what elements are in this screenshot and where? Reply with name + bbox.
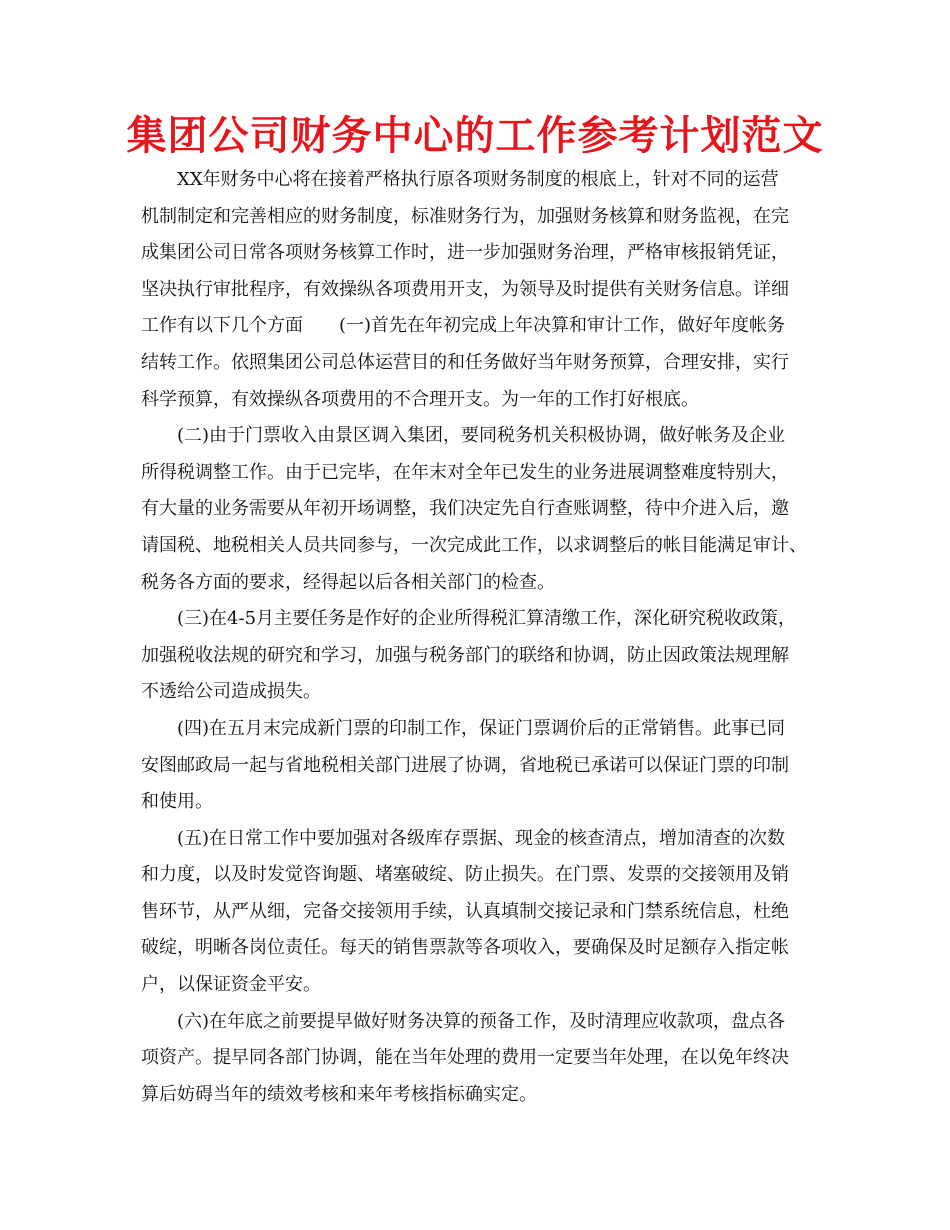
paragraph-2 — [141, 418, 821, 601]
text-line: (二)由于门票收入由景区调入集团，要同税务机关积极协调，做好帐务及企业 — [177, 425, 786, 447]
text-line: XX年财务中心将在接着严格执行原各项财务制度的根底上，针对不同的运营 — [177, 169, 779, 190]
text-line: 所得税调整工作。由于已完毕，在年末对全年已发生的业务进展调整难度特别大， — [141, 461, 789, 483]
text-line: 安图邮政局一起与省地税相关部门进展了协调，省地税已承诺可以保证门票的印制 — [141, 754, 789, 776]
text-line: (三)在4-5月主要任务是作好的企业所得税汇算清缴工作，深化研究税收政策， — [177, 608, 797, 630]
text-line: (五)在日常工作中要加强对各级库存票据、现金的核查清点，增加清查的次数 — [177, 827, 786, 849]
text-line: 算后妨碍当年的绩效考核和来年考核指标确实定。 — [141, 1083, 537, 1105]
text-line: 售环节，从严从细，完备交接领用手续，认真填制交接记录和门禁系统信息，杜绝 — [141, 900, 789, 922]
text-line: 破绽，明晰各岗位责任。每天的销售票款等各项收入，要确保及时足额存入指定帐 — [141, 937, 789, 959]
paragraph-3 — [141, 601, 821, 711]
text-line: (四)在五月末完成新门票的印制工作，保证门票调价后的正常销售。此事已同 — [177, 717, 786, 739]
text-line: 成集团公司日常各项财务核算工作时，进一步加强财务治理，严格审核报销凭证， — [141, 242, 789, 264]
text-line: 机制制定和完善相应的财务制度，标准财务行为，加强财务核算和财务监视，在完 — [141, 205, 789, 227]
text-line: 工作有以下几个方面 (一)首先在年初完成上年决算和审计工作，做好年度帐务 — [141, 315, 786, 337]
text-line: 税务各方面的要求，经得起以后各相关部门的检查。 — [141, 571, 555, 593]
text-line: 户，以保证资金平安。 — [141, 974, 321, 996]
text-line: 和力度，以及时发觉咨询题、堵塞破绽、防止损失。在门票、发票的交接领用及销 — [141, 864, 789, 886]
text-line: (六)在年底之前要提早做好财务决算的预备工作，及时清理应收款项，盘点各 — [177, 1010, 786, 1032]
text-line: 加强税收法规的研究和学习，加强与税务部门的联络和协调，防止因政策法规理解 — [141, 644, 789, 666]
paragraph-4 — [141, 711, 821, 821]
text-line: 坚决执行审批程序，有效操纵各项费用开支，为领导及时提供有关财务信息。详细 — [141, 278, 789, 300]
document-body — [141, 162, 821, 1113]
paragraph-intro — [141, 162, 821, 418]
text-line: 结转工作。依照集团公司总体运营目的和任务做好当年财务预算，合理安排，实行 — [141, 351, 789, 373]
text-line: 和使用。 — [141, 791, 213, 813]
text-line: 科学预算，有效操纵各项费用的不合理开支。为一年的工作打好根底。 — [141, 388, 699, 410]
text-line: 请国税、地税相关人员共同参与，一次完成此工作，以求调整后的帐目能满足审计、 — [141, 534, 807, 556]
text-line: 有大量的业务需要从年初开场调整，我们决定先自行查账调整，待中介进入后，邀 — [141, 498, 789, 520]
text-line: 项资产。提早同各部门协调，能在当年处理的费用一定要当年处理，在以免年终决 — [141, 1047, 789, 1069]
document-title: 集团公司财务中心的工作参考计划范文 — [126, 113, 824, 159]
paragraph-5 — [141, 821, 821, 1004]
text-line: 不透给公司造成损失。 — [141, 681, 321, 703]
paragraph-6 — [141, 1004, 821, 1114]
